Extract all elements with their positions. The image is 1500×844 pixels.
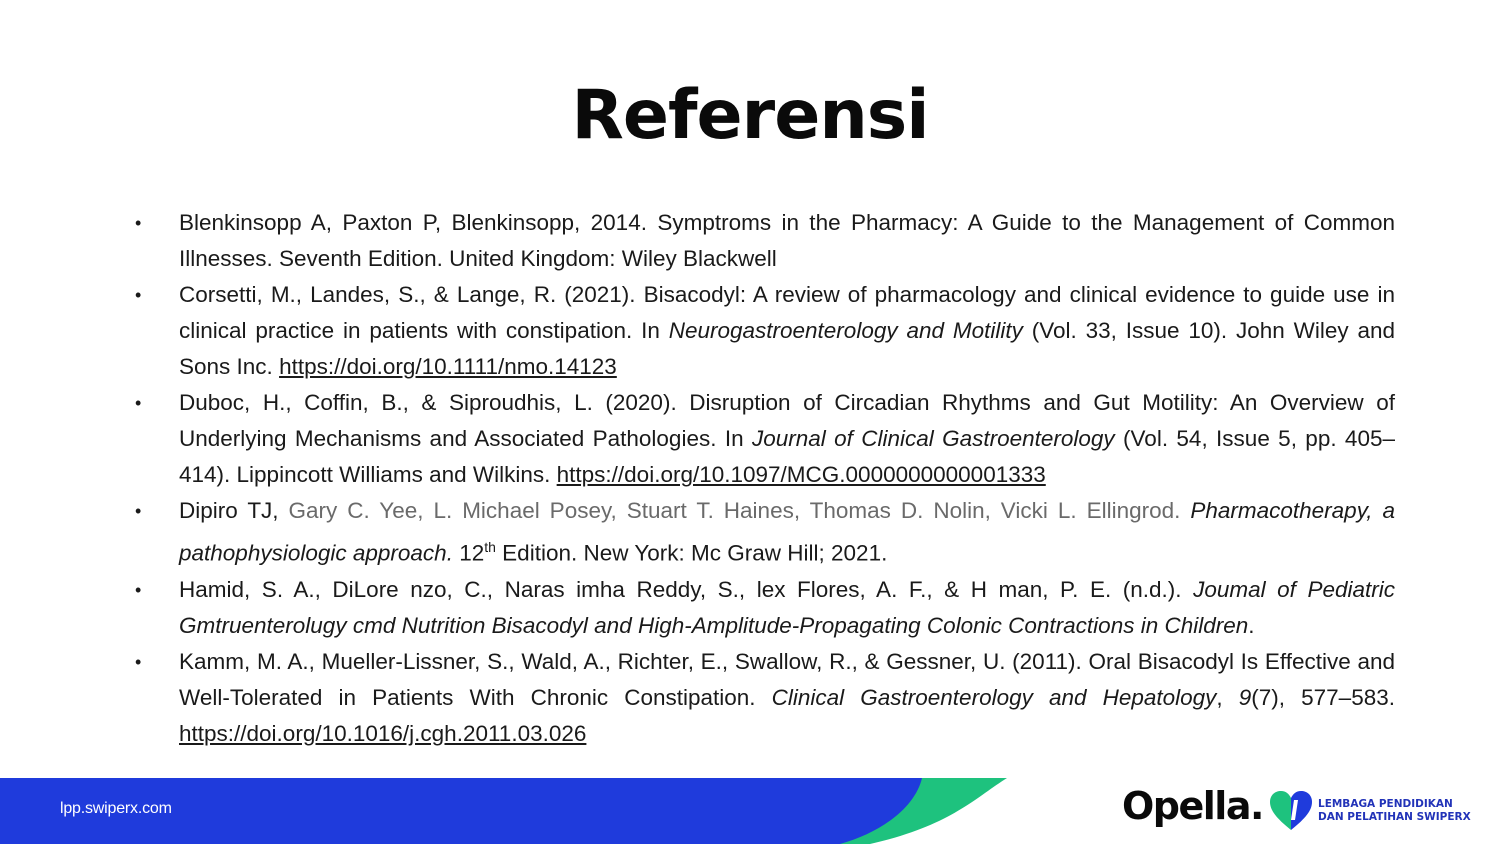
reference-item — [133, 205, 1395, 277]
reference-item — [133, 572, 1395, 644]
bullet-icon: • — [135, 213, 142, 233]
reference-text: , — [1216, 684, 1239, 710]
reference-source-title: 9 — [1238, 684, 1252, 710]
reference-list — [133, 205, 1395, 752]
reference-source-title: Journal of Clinical Gastroenterology — [751, 426, 1115, 451]
bullet-icon: • — [135, 651, 142, 672]
reference-source-title: Joumal of Pediatric Gmtruenterolugy cmd Nutrition Bisacodyl and High-Amplitude-Propagating Colonic Contractions in Children — [179, 576, 1395, 638]
bullet-icon: • — [135, 285, 142, 305]
reference-source-title: Pharmacotherapy, a pathophysiologic approach. — [179, 498, 1395, 566]
bullet-icon: • — [135, 579, 142, 600]
reference-text: 12 — [452, 540, 485, 566]
reference-source-title: Neurogastroenterology and Motility — [668, 318, 1023, 343]
opella-logo: Opella. — [1122, 784, 1263, 828]
reference-doi-link[interactable]: https://doi.org/10.1111/nmo.14123 — [279, 354, 617, 379]
reference-text: Hamid, S. A., DiLore nzo, C., Naras imha Reddy, S., lex Flores, A. F., & H man, P. E. (n.d.). — [179, 576, 1194, 602]
lpp-logo-text — [1318, 798, 1471, 824]
reference-item — [133, 644, 1395, 752]
lpp-swiperx-logo — [1268, 790, 1478, 832]
reference-text: Kamm, M. A., Mueller-Lissner, S., Wald, A., Richter, E., Swallow, R., & Gessner, U. (2011). Oral Bisacodyl Is Effective and Well-Tolerated in Patients With Chronic Constipation. — [179, 648, 1395, 710]
lpp-logo-line2: DAN PELATIHAN SWIPERX — [1318, 811, 1471, 823]
reference-text: Dipiro TJ, — [179, 498, 289, 523]
reference-item — [133, 493, 1395, 572]
reference-text: Corsetti, M., Landes, S., & Lange, R. (2021). Bisacodyl: A review of pharmacology and clinical evidence to guide use in clinical practice in patients with constipation. In — [179, 282, 1395, 343]
reference-text: (7), 577–583. — [1251, 684, 1395, 710]
reference-text: Blenkinsopp A, Paxton P, Blenkinsopp, 2014. Symptroms in the Pharmacy: A Guide to the Management of Common Illnesses. Seventh Edition. United Kingdom: Wiley Blackwell — [179, 210, 1395, 271]
reference-item — [133, 385, 1395, 493]
reference-text: (Vol. 33, Issue 10). John Wiley and Sons Inc. — [179, 318, 1395, 379]
reference-authors: Gary C. Yee, L. Michael Posey, Stuart T. Haines, Thomas D. Nolin, Vicki L. Ellingrod. — [288, 498, 1191, 523]
heart-icon — [1268, 790, 1314, 832]
bullet-icon: • — [135, 501, 142, 521]
reference-source-title: Clinical Gastroenterology and Hepatology — [771, 684, 1217, 710]
reference-text: Edition. New York: Mc Graw Hill; 2021. — [495, 540, 888, 566]
reference-text: (Vol. 54, Issue 5, pp. 405–414). Lippincott Williams and Wilkins. — [179, 426, 1395, 487]
lpp-logo-line1: LEMBAGA PENDIDIKAN — [1318, 798, 1453, 810]
bullet-icon: • — [135, 393, 142, 413]
slide-title: Referensi — [571, 76, 929, 155]
reference-text: Duboc, H., Coffin, B., & Siproudhis, L. (2020). Disruption of Circadian Rhythms and Gut Motility: An Overview of Underlying Mechanisms and Associated Pathologies. In — [179, 390, 1395, 451]
reference-item — [133, 277, 1395, 385]
footer-url-link[interactable]: lpp.swiperx.com — [60, 800, 172, 817]
reference-text: . — [1248, 612, 1255, 638]
reference-superscript: th — [484, 539, 496, 555]
reference-doi-link[interactable]: https://doi.org/10.1016/j.cgh.2011.03.026 — [179, 720, 587, 746]
reference-doi-link[interactable]: https://doi.org/10.1097/MCG.0000000000001333 — [556, 462, 1046, 487]
